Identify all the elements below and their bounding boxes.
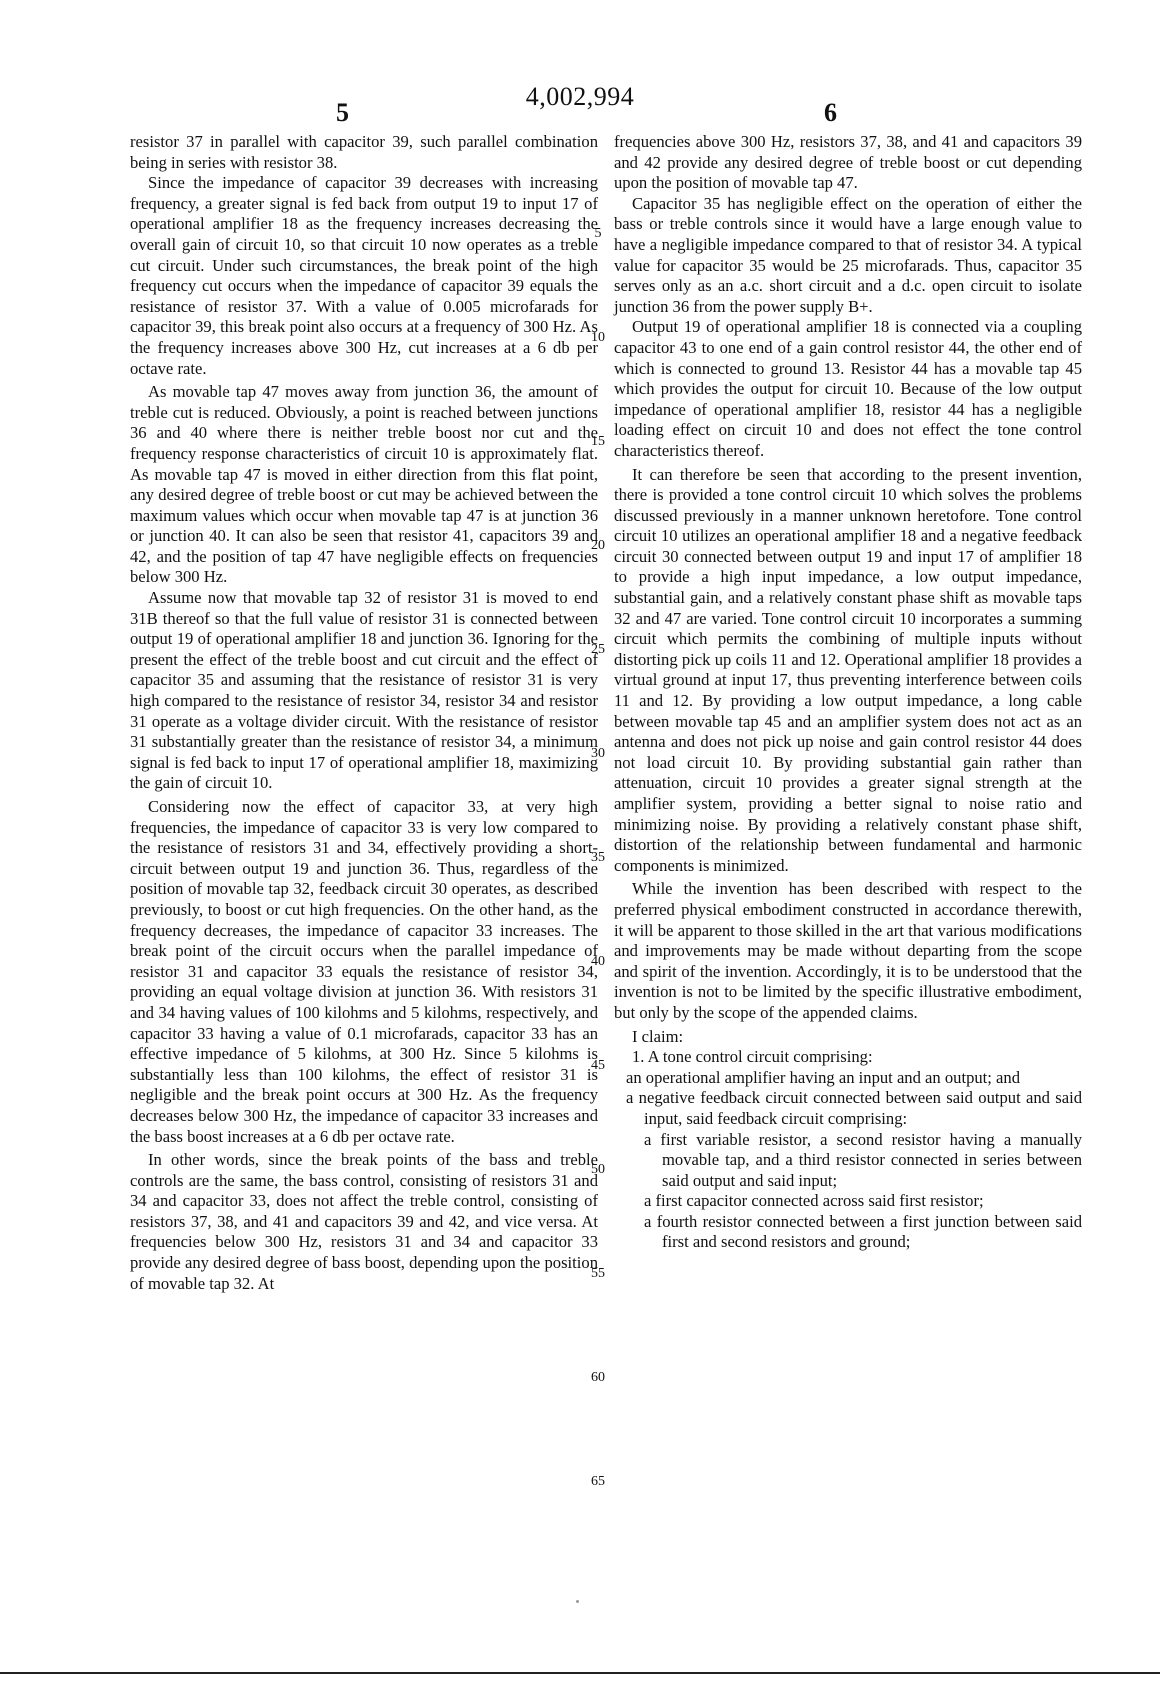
page-number-left: 5 bbox=[336, 98, 349, 127]
bottom-rule bbox=[0, 1672, 1160, 1674]
scan-speck bbox=[576, 1600, 579, 1603]
claim-element: an operational amplifier having an input and an output; and bbox=[626, 1067, 1020, 1087]
line-number: 20 bbox=[591, 538, 605, 553]
claim-element: a first variable resistor, a second resistor having a manually movable tap, and a third resistor connected in series between said output and said input; bbox=[644, 1129, 1082, 1190]
line-number: 25 bbox=[591, 642, 605, 657]
line-number: 15 bbox=[591, 434, 605, 449]
line-number: 30 bbox=[591, 746, 605, 761]
line-number: 5 bbox=[594, 226, 602, 241]
paragraph: frequencies above 300 Hz, resistors 37, 38, and 41 and capacitors 39 and 42 provide any desired degree of treble boost or cut depending upon the position of movable tap 47. bbox=[614, 132, 1082, 193]
paragraph: resistor 37 in parallel with capacitor 39, such parallel combination being in series with resistor 38. bbox=[130, 132, 598, 172]
line-number: 55 bbox=[591, 1266, 605, 1281]
line-number: 65 bbox=[591, 1474, 605, 1489]
patent-number: 4,002,994 bbox=[525, 82, 635, 111]
paragraph: In other words, since the break points of the bass and treble controls are the same, the bass control, consisting of resistors 31 and 34 and capacitor 33, does not affect the treble control, consisting of resistors 37, 38, and 41 and capacitors 39 and 42, and vice versa. At frequencies below 300 Hz, resistors 31 and 34 and capacitor 33 provide any desired degree of bass boost, depending upon the position of movable tap 32. At bbox=[130, 1150, 598, 1293]
claim-element: a first capacitor connected across said first resistor; bbox=[644, 1191, 984, 1211]
paragraph: Output 19 of operational amplifier 18 is connected via a coupling capacitor 43 to one end of a gain control resistor 44, the other end of which is connected to ground 13. Resistor 44 has a movable tap 45 which provides the output for circuit 10. Because of the low output impedance of operational amplifier 18, resistor 44 has a negligible loading effect on circuit 10 and does not effect the tone control characteristics thereof. bbox=[614, 317, 1082, 460]
claims-intro: I claim: bbox=[632, 1026, 684, 1046]
line-number: 60 bbox=[591, 1370, 605, 1385]
page-number-right: 6 bbox=[824, 98, 837, 127]
line-number: 50 bbox=[591, 1162, 605, 1177]
paragraph: While the invention has been described with respect to the preferred physical embodiment constructed in accordance therewith, it will be apparent to those skilled in the art that various modifications and improvements may be made without departing from the scope and spirit of the invention. Accordingly, it is to be understood that the invention is not to be limited by the specific illustrative embodiment, but only by the scope of the appended claims. bbox=[614, 879, 1082, 1022]
paragraph: Since the impedance of capacitor 39 decreases with increasing frequency, a greater signal is fed back from output 19 to input 17 of operational amplifier 18 as the frequency increases decreasing the overall gain of circuit 10, so that circuit 10 now operates as a treble cut circuit. Under such circumstances, the break point of the high frequency cut occurs when the impedance of capacitor 39 equals the resistance of resistor 37. With a value of 0.005 microfarads for capacitor 39, this break point also occurs at a frequency of 300 Hz. As the frequency increases above 300 Hz, cut increases at a 6 db per octave rate. bbox=[130, 173, 598, 378]
paragraph: Assume now that movable tap 32 of resistor 31 is moved to end 31B thereof so that the full value of resistor 31 is connected between output 19 of operational amplifier 18 and junction 36. Ignoring for the present the effect of the treble boost and cut circuit and the effect of capacitor 35 and assuming that the resistance of resistor 31 is very high compared to the resistance of resistor 34, resistor 34 and resistor 31 operate as a voltage divider circuit. With the resistance of resistor 31 substantially greater than the resistance of resistor 34, a minimum signal is fed back to input 17 of operational amplifier 18, maximizing the gain of circuit 10. bbox=[130, 588, 598, 793]
line-number: 45 bbox=[591, 1058, 605, 1073]
claim-1: 1. A tone control circuit comprising: bbox=[632, 1047, 873, 1067]
right-column bbox=[614, 132, 1082, 1253]
claim-element: a fourth resistor connected between a first junction between said first and second resistors and ground; bbox=[644, 1211, 1082, 1252]
paragraph: As movable tap 47 moves away from junction 36, the amount of treble cut is reduced. Obviously, a point is reached between junctions 36 and 40 where there is neither treble boost nor cut and the frequency response characteristics of circuit 10 is approximately flat. As movable tap 47 is moved in either direction from this flat point, any desired degree of treble boost or cut may be achieved between the maximum values which occur when movable tap 47 is at junction 36 or junction 40. It can also be seen that resistor 41, capacitors 39 and 42, and the position of tap 47 have negligible effects on frequencies below 300 Hz. bbox=[130, 382, 598, 587]
paragraph: Considering now the effect of capacitor 33, at very high frequencies, the impedance of capacitor 33 is very low compared to the resistance of resistors 31 and 34, effectively providing a short-circuit between output 19 and junction 36. Thus, regardless of the position of movable tap 32, feedback circuit 30 operates, as described previously, to boost or cut high frequencies. On the other hand, as the frequency decreases, the impedance of capacitor 33 increases. The break point of the circuit occurs when the parallel impedance of resistor 31 and capacitor 33 equals the resistance of resistor 34, providing an equal voltage division at junction 36. With resistors 31 and 34 having values of 100 kilohms and 5 kilohms, respectively, and capacitor 33 having a value of 0.1 microfarads, capacitor 33 has an effective impedance of 5 kilohms, at 300 Hz. Since 5 kilohms is substantially less than 100 kilohms, the effect of resistor 31 is negligible and the break point occurs at 300 Hz. As the frequency decreases below 300 Hz, the impedance of capacitor 33 increases and the bass boost increases at a 6 db per octave rate. bbox=[130, 797, 598, 1146]
line-number: 40 bbox=[591, 954, 605, 969]
paragraph: Capacitor 35 has negligible effect on the operation of either the bass or treble controls since it would have a large enough value to have a negligible impedance compared to that of resistor 34. A typical value for capacitor 35 would be 25 microfarads. Thus, capacitor 35 serves only as an a.c. short circuit and a d.c. open circuit to isolate junction 36 from the power supply B+. bbox=[614, 193, 1082, 316]
left-column bbox=[130, 132, 598, 1294]
claim-element: a negative feedback circuit connected between said output and said input, said feedback circuit comprising: bbox=[626, 1088, 1082, 1128]
line-number: 35 bbox=[591, 850, 605, 865]
line-number: 10 bbox=[591, 330, 605, 345]
paragraph: It can therefore be seen that according to the present invention, there is provided a tone control circuit 10 which solves the problems discussed previously in a manner unknown heretofore. Tone control circuit 10 utilizes an operational amplifier 18 and a negative feedback circuit 30 connected between output 19 and input 17 of amplifier 18 to provide a high input impedance, a low output impedance, substantial gain, and a relatively constant phase shift as movable taps 32 and 47 are varied. Tone control circuit 10 incorporates a summing circuit which permits the combining of multiple inputs without distorting pick up coils 11 and 12. Operational amplifier 18 provides a virtual ground at input 17, thus preventing interference between coils 11 and 12. By providing a low output impedance, a long cable between movable tap 45 and an amplifier system does not act as an antenna and does not pick up noise and gain control resistor 44 does not load circuit 10. By providing substantial gain rather than attenuation, circuit 10 provides a greater signal strength at the amplifier system, providing a better signal to noise ratio and minimizing noise. By providing a relatively constant phase shift, distortion of the relationship between fundamental and harmonic components is minimized. bbox=[614, 464, 1082, 875]
